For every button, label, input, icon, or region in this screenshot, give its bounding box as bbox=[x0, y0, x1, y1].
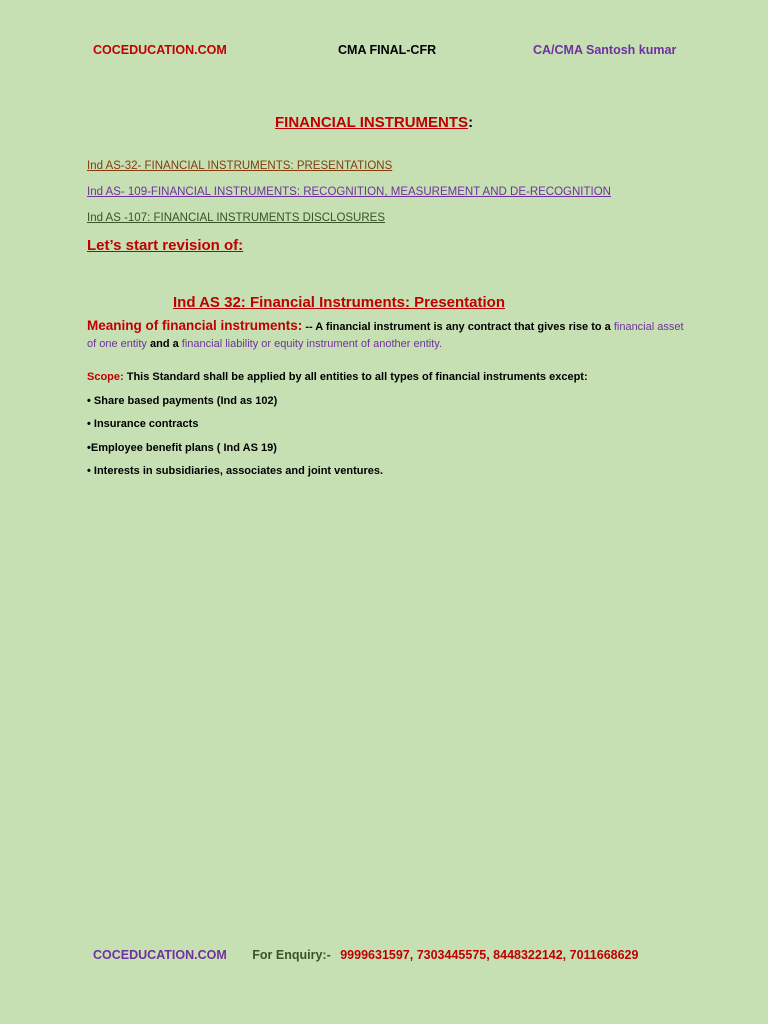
footer bbox=[93, 948, 638, 962]
meaning-text-1: -- A financial instrument is any contract that gives rise to a bbox=[302, 321, 614, 333]
list-item: • Insurance contracts bbox=[87, 418, 199, 430]
footer-site: COCEDUCATION.COM bbox=[93, 948, 227, 962]
meaning-highlight-2: financial liability or equity instrument of another entity. bbox=[181, 338, 443, 350]
page-title bbox=[275, 114, 473, 131]
section-heading: Ind AS 32: Financial Instruments: Presentation bbox=[173, 294, 506, 311]
list-item: • Interests in subsidiaries, associates and joint ventures. bbox=[87, 465, 384, 477]
header-site: COCEDUCATION.COM bbox=[93, 43, 227, 57]
meaning-paragraph bbox=[87, 317, 687, 353]
meaning-label: Meaning of financial instruments: bbox=[87, 318, 303, 333]
scope-line bbox=[87, 371, 588, 383]
page-title-colon: : bbox=[468, 114, 474, 131]
scope-text: This Standard shall be applied by all entities to all types of financial instruments except: bbox=[123, 371, 588, 383]
list-item: • Share based payments (Ind as 102) bbox=[87, 395, 278, 407]
meaning-text-2: and a bbox=[146, 338, 182, 350]
scope-label: Scope: bbox=[87, 371, 124, 383]
list-item: •Employee benefit plans ( Ind AS 19) bbox=[87, 442, 277, 454]
page-title-text: FINANCIAL INSTRUMENTS bbox=[275, 114, 469, 131]
meaning-highlight-1: financial asset of one entity bbox=[87, 321, 684, 350]
link-ind-as-107[interactable]: Ind AS -107: FINANCIAL INSTRUMENTS DISCLOSURES bbox=[87, 212, 386, 224]
link-ind-as-109[interactable]: Ind AS- 109-FINANCIAL INSTRUMENTS: RECOGNITION, MEASUREMENT AND DE-RECOGNITION bbox=[87, 186, 611, 198]
link-ind-as-32[interactable]: Ind AS-32- FINANCIAL INSTRUMENTS: PRESENTATIONS bbox=[87, 160, 393, 172]
footer-phones: 9999631597, 7303445575, 8448322142, 7011668629 bbox=[340, 948, 639, 962]
footer-enquiry-label: For Enquiry:- bbox=[252, 948, 331, 962]
revision-heading: Let’s start revision of: bbox=[87, 237, 244, 254]
header-author: CA/CMA Santosh kumar bbox=[533, 43, 677, 57]
header-course: CMA FINAL-CFR bbox=[338, 43, 437, 57]
